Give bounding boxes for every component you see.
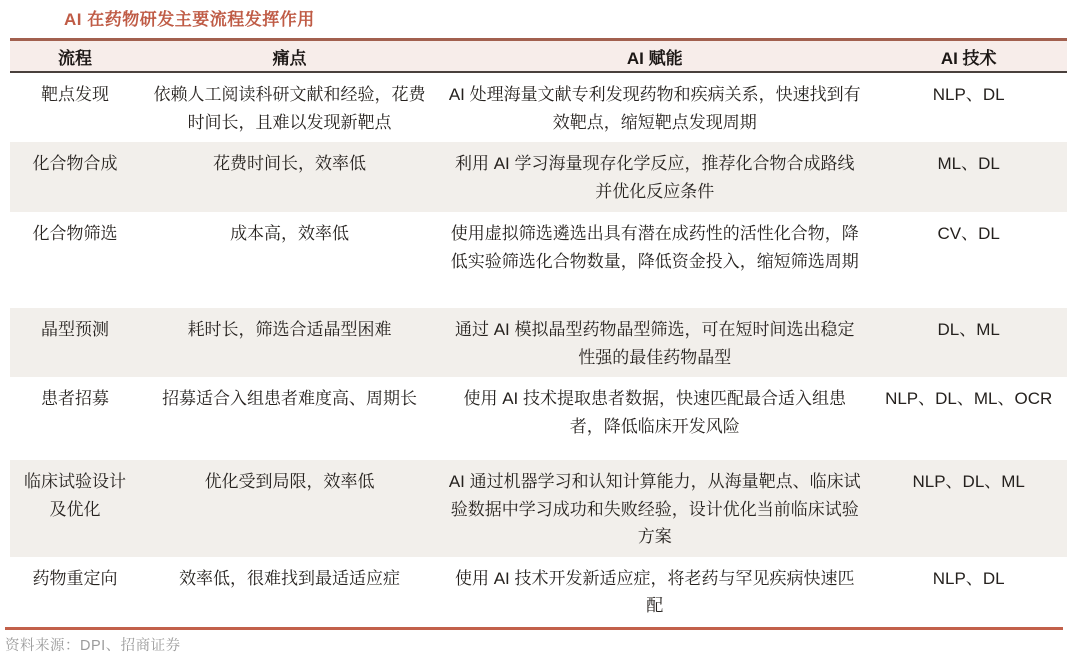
cell-ai-empowerment: 使用虚拟筛选遴选出具有潜在成药性的活性化合物，降低实验筛选化合物数量，降低资金投入，缩短筛选周期 bbox=[450, 224, 859, 271]
cell-ai-empowerment: AI 处理海量文献专利发现药物和疾病关系，快速找到有效靶点，缩短靶点发现周期 bbox=[448, 85, 861, 132]
column-header-ai-empowerment: AI 赋能 bbox=[439, 40, 870, 73]
cell-ai-empowerment: 利用 AI 学习海量现存化学反应，推荐化合物合成路线并优化反应条件 bbox=[454, 154, 855, 201]
cell-painpoint: 优化受到局限，效率低 bbox=[204, 472, 375, 492]
cell-ai-empowerment: AI 通过机器学习和认知计算能力，从海量靶点、临床试验数据中学习成功和失败经验，设计优化当前临床试验方案 bbox=[448, 472, 861, 547]
cell-painpoint: 招募适合入组患者难度高、周期长 bbox=[162, 389, 418, 409]
cell-ai-technology: NLP、DL bbox=[932, 85, 1005, 104]
table-header-row bbox=[10, 40, 1067, 73]
cell-painpoint: 依赖人工阅读科研文献和经验，花费时间长，且难以发现新靶点 bbox=[153, 85, 426, 132]
drug-rd-ai-table bbox=[10, 38, 1067, 639]
cell-ai-empowerment: 使用 AI 技术提取患者数据，快速匹配最合适入组患者，降低临床开发风险 bbox=[463, 389, 846, 436]
cell-ai-technology: NLP、DL、ML bbox=[912, 472, 1025, 492]
cell-process: 晶型预测 bbox=[41, 320, 109, 340]
cell-ai-technology: ML、DL bbox=[937, 154, 1000, 174]
column-header-process: 流程 bbox=[10, 40, 140, 73]
cell-ai-empowerment: 使用 AI 技术开发新适应症，将老药与罕见疾病快速匹配 bbox=[454, 568, 855, 616]
column-header-ai-technology: AI 技术 bbox=[870, 40, 1067, 73]
table-row bbox=[10, 72, 1067, 142]
cell-painpoint: 花费时间长，效率低 bbox=[213, 154, 367, 174]
table-row bbox=[10, 142, 1067, 212]
table-row bbox=[10, 460, 1067, 557]
table-row bbox=[10, 308, 1067, 377]
cell-process: 患者招募 bbox=[41, 389, 109, 409]
cell-ai-technology: CV、DL bbox=[937, 224, 1000, 244]
figure-title: AI 在药物研发主要流程发挥作用 bbox=[64, 10, 315, 29]
cell-process: 临床试验设计及优化 bbox=[24, 472, 126, 519]
cell-painpoint: 成本高，效率低 bbox=[230, 224, 350, 244]
table-header bbox=[10, 40, 1067, 73]
cell-process: 药物重定向 bbox=[32, 568, 118, 588]
table-row bbox=[10, 377, 1067, 460]
cell-ai-technology: NLP、DL bbox=[932, 568, 1005, 588]
drug-rd-ai-table-wrap bbox=[10, 38, 1067, 639]
column-header-painpoint: 痛点 bbox=[140, 40, 439, 73]
cell-painpoint: 效率低，很难找到最适适应症 bbox=[179, 568, 401, 588]
table-body bbox=[10, 72, 1067, 639]
table-row bbox=[10, 212, 1067, 308]
cell-painpoint: 耗时长，筛选合适晶型困难 bbox=[187, 320, 392, 340]
source-note: 资料来源：DPI、招商证券 bbox=[5, 638, 181, 654]
cell-ai-technology: DL、ML bbox=[937, 320, 1000, 340]
cell-process: 靶点发现 bbox=[41, 85, 109, 104]
cell-process: 化合物筛选 bbox=[32, 224, 118, 244]
cell-ai-technology: NLP、DL、ML、OCR bbox=[885, 389, 1053, 409]
cell-ai-empowerment: 通过 AI 模拟晶型药物晶型筛选，可在短时间选出稳定性强的最佳药物晶型 bbox=[454, 320, 855, 367]
footer-divider bbox=[5, 627, 1063, 630]
cell-process: 化合物合成 bbox=[32, 154, 118, 174]
